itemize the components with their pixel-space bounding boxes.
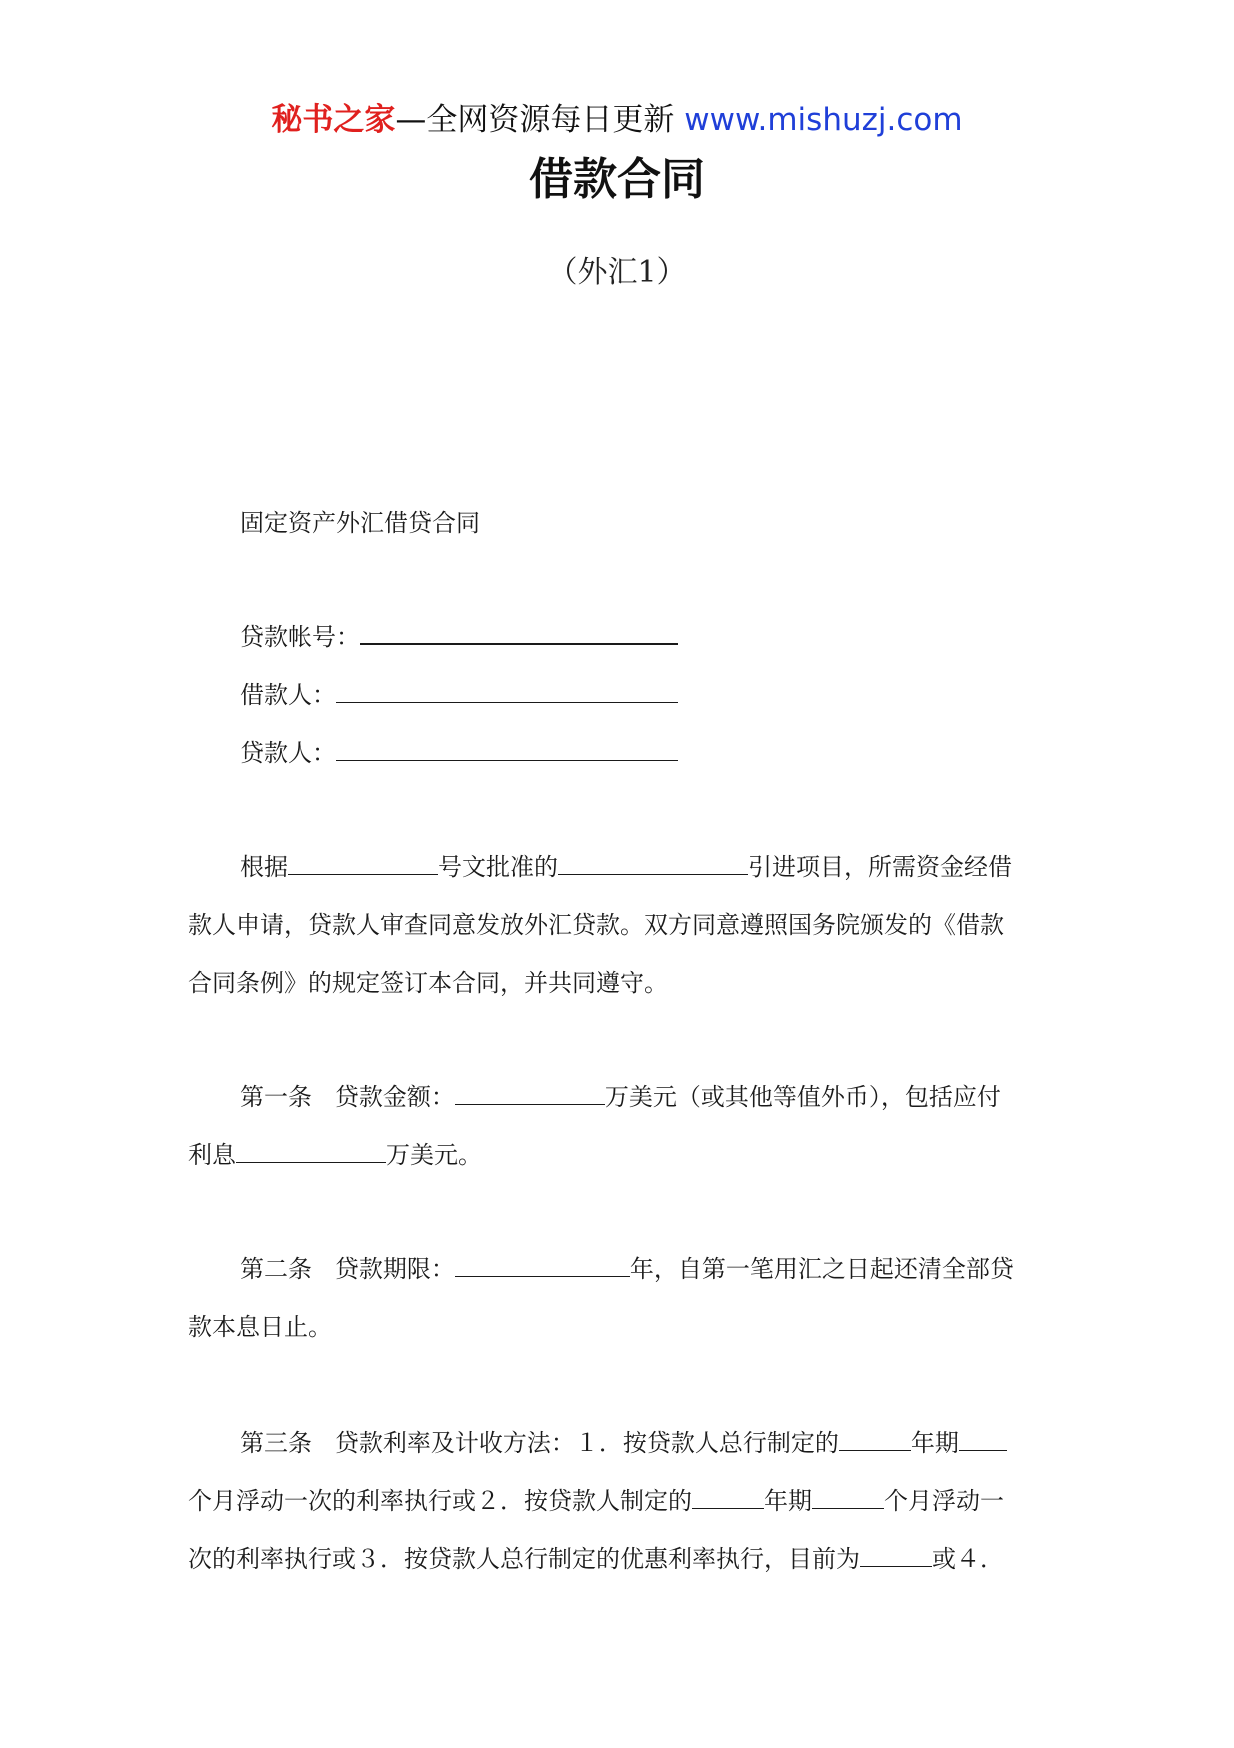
- article-1: [188, 1068, 1048, 1184]
- article-text: 万美元（或其他等值外币），包括应付: [604, 1083, 1001, 1111]
- preferential-rate-blank[interactable]: [860, 1542, 932, 1567]
- article-heading: 第三条: [240, 1429, 312, 1457]
- article-text: 贷款期限：: [334, 1255, 455, 1283]
- contract-name: 固定资产外汇借贷合同: [240, 509, 480, 537]
- article-1-line-2: [188, 1126, 1048, 1184]
- article-1-line-1: [188, 1068, 1048, 1126]
- preamble-line-1: [188, 838, 1048, 896]
- document-title: 借款合同: [529, 154, 705, 205]
- preamble-text: 根据: [240, 853, 288, 881]
- preamble-text: 引进项目，所需资金经借: [748, 853, 1012, 881]
- article-2: [188, 1240, 1048, 1356]
- article-text: 个月浮动一次的利率执行或２．按贷款人制定的: [188, 1487, 692, 1515]
- rate-months-blank-2[interactable]: [812, 1484, 884, 1509]
- article-text: 贷款金额：: [334, 1083, 455, 1111]
- preamble-line-2: 款人申请，贷款人审查同意发放外汇贷款。双方同意遵照国务院颁发的《借款: [188, 911, 1004, 939]
- lender-blank[interactable]: [336, 736, 678, 761]
- borrower-blank[interactable]: [336, 678, 678, 703]
- article-3-line-1: [188, 1414, 1048, 1472]
- rate-months-blank-1[interactable]: [959, 1426, 1007, 1451]
- site-header: [0, 100, 1234, 140]
- article-text: 利息: [188, 1141, 236, 1169]
- loan-term-blank[interactable]: [455, 1252, 630, 1277]
- account-label: 贷款帐号：: [240, 623, 360, 651]
- article-3-line-3: [188, 1530, 1048, 1588]
- lender-field: [240, 724, 678, 782]
- borrower-label: 借款人：: [240, 681, 336, 709]
- interest-amount-blank[interactable]: [236, 1138, 386, 1163]
- article-text: 万美元。: [386, 1141, 482, 1169]
- lender-label: 贷款人：: [240, 739, 336, 767]
- article-3: [188, 1414, 1048, 1588]
- borrower-field: [240, 666, 678, 724]
- preamble-text: 号文批准的: [438, 853, 558, 881]
- article-heading: 第一条: [240, 1083, 312, 1111]
- article-2-line-1: [188, 1240, 1048, 1298]
- rate-years-blank-1[interactable]: [839, 1426, 911, 1451]
- article-2-line-2: 款本息日止。: [188, 1313, 332, 1341]
- article-text: 个月浮动一: [884, 1487, 1004, 1515]
- header-slogan: —全网资源每日更新: [395, 102, 685, 138]
- brand-name: 秘书之家: [271, 102, 396, 138]
- project-name-blank[interactable]: [558, 850, 748, 875]
- document-number-blank[interactable]: [288, 850, 438, 875]
- article-text: 或４．: [932, 1545, 1004, 1573]
- article-text: 次的利率执行或３．按贷款人总行制定的优惠利率执行，目前为: [188, 1545, 860, 1573]
- document-subtitle: （外汇1）: [547, 255, 687, 290]
- account-blank[interactable]: [360, 619, 678, 645]
- article-text: 年，自第一笔用汇之日起还清全部贷: [629, 1255, 1014, 1283]
- preamble-paragraph: [188, 838, 1048, 1012]
- article-text: 年期: [764, 1487, 812, 1515]
- site-url[interactable]: www.mishuzj.com: [684, 102, 963, 138]
- loan-amount-blank[interactable]: [455, 1080, 605, 1105]
- article-heading: 第二条: [240, 1255, 312, 1283]
- article-text: 贷款利率及计收方法：１．按贷款人总行制定的: [334, 1429, 839, 1457]
- article-3-line-2: [188, 1472, 1048, 1530]
- rate-years-blank-2[interactable]: [692, 1484, 764, 1509]
- article-text: 年期: [910, 1429, 959, 1457]
- preamble-line-3: 合同条例》的规定签订本合同，并共同遵守。: [188, 969, 668, 997]
- account-field: [240, 608, 678, 666]
